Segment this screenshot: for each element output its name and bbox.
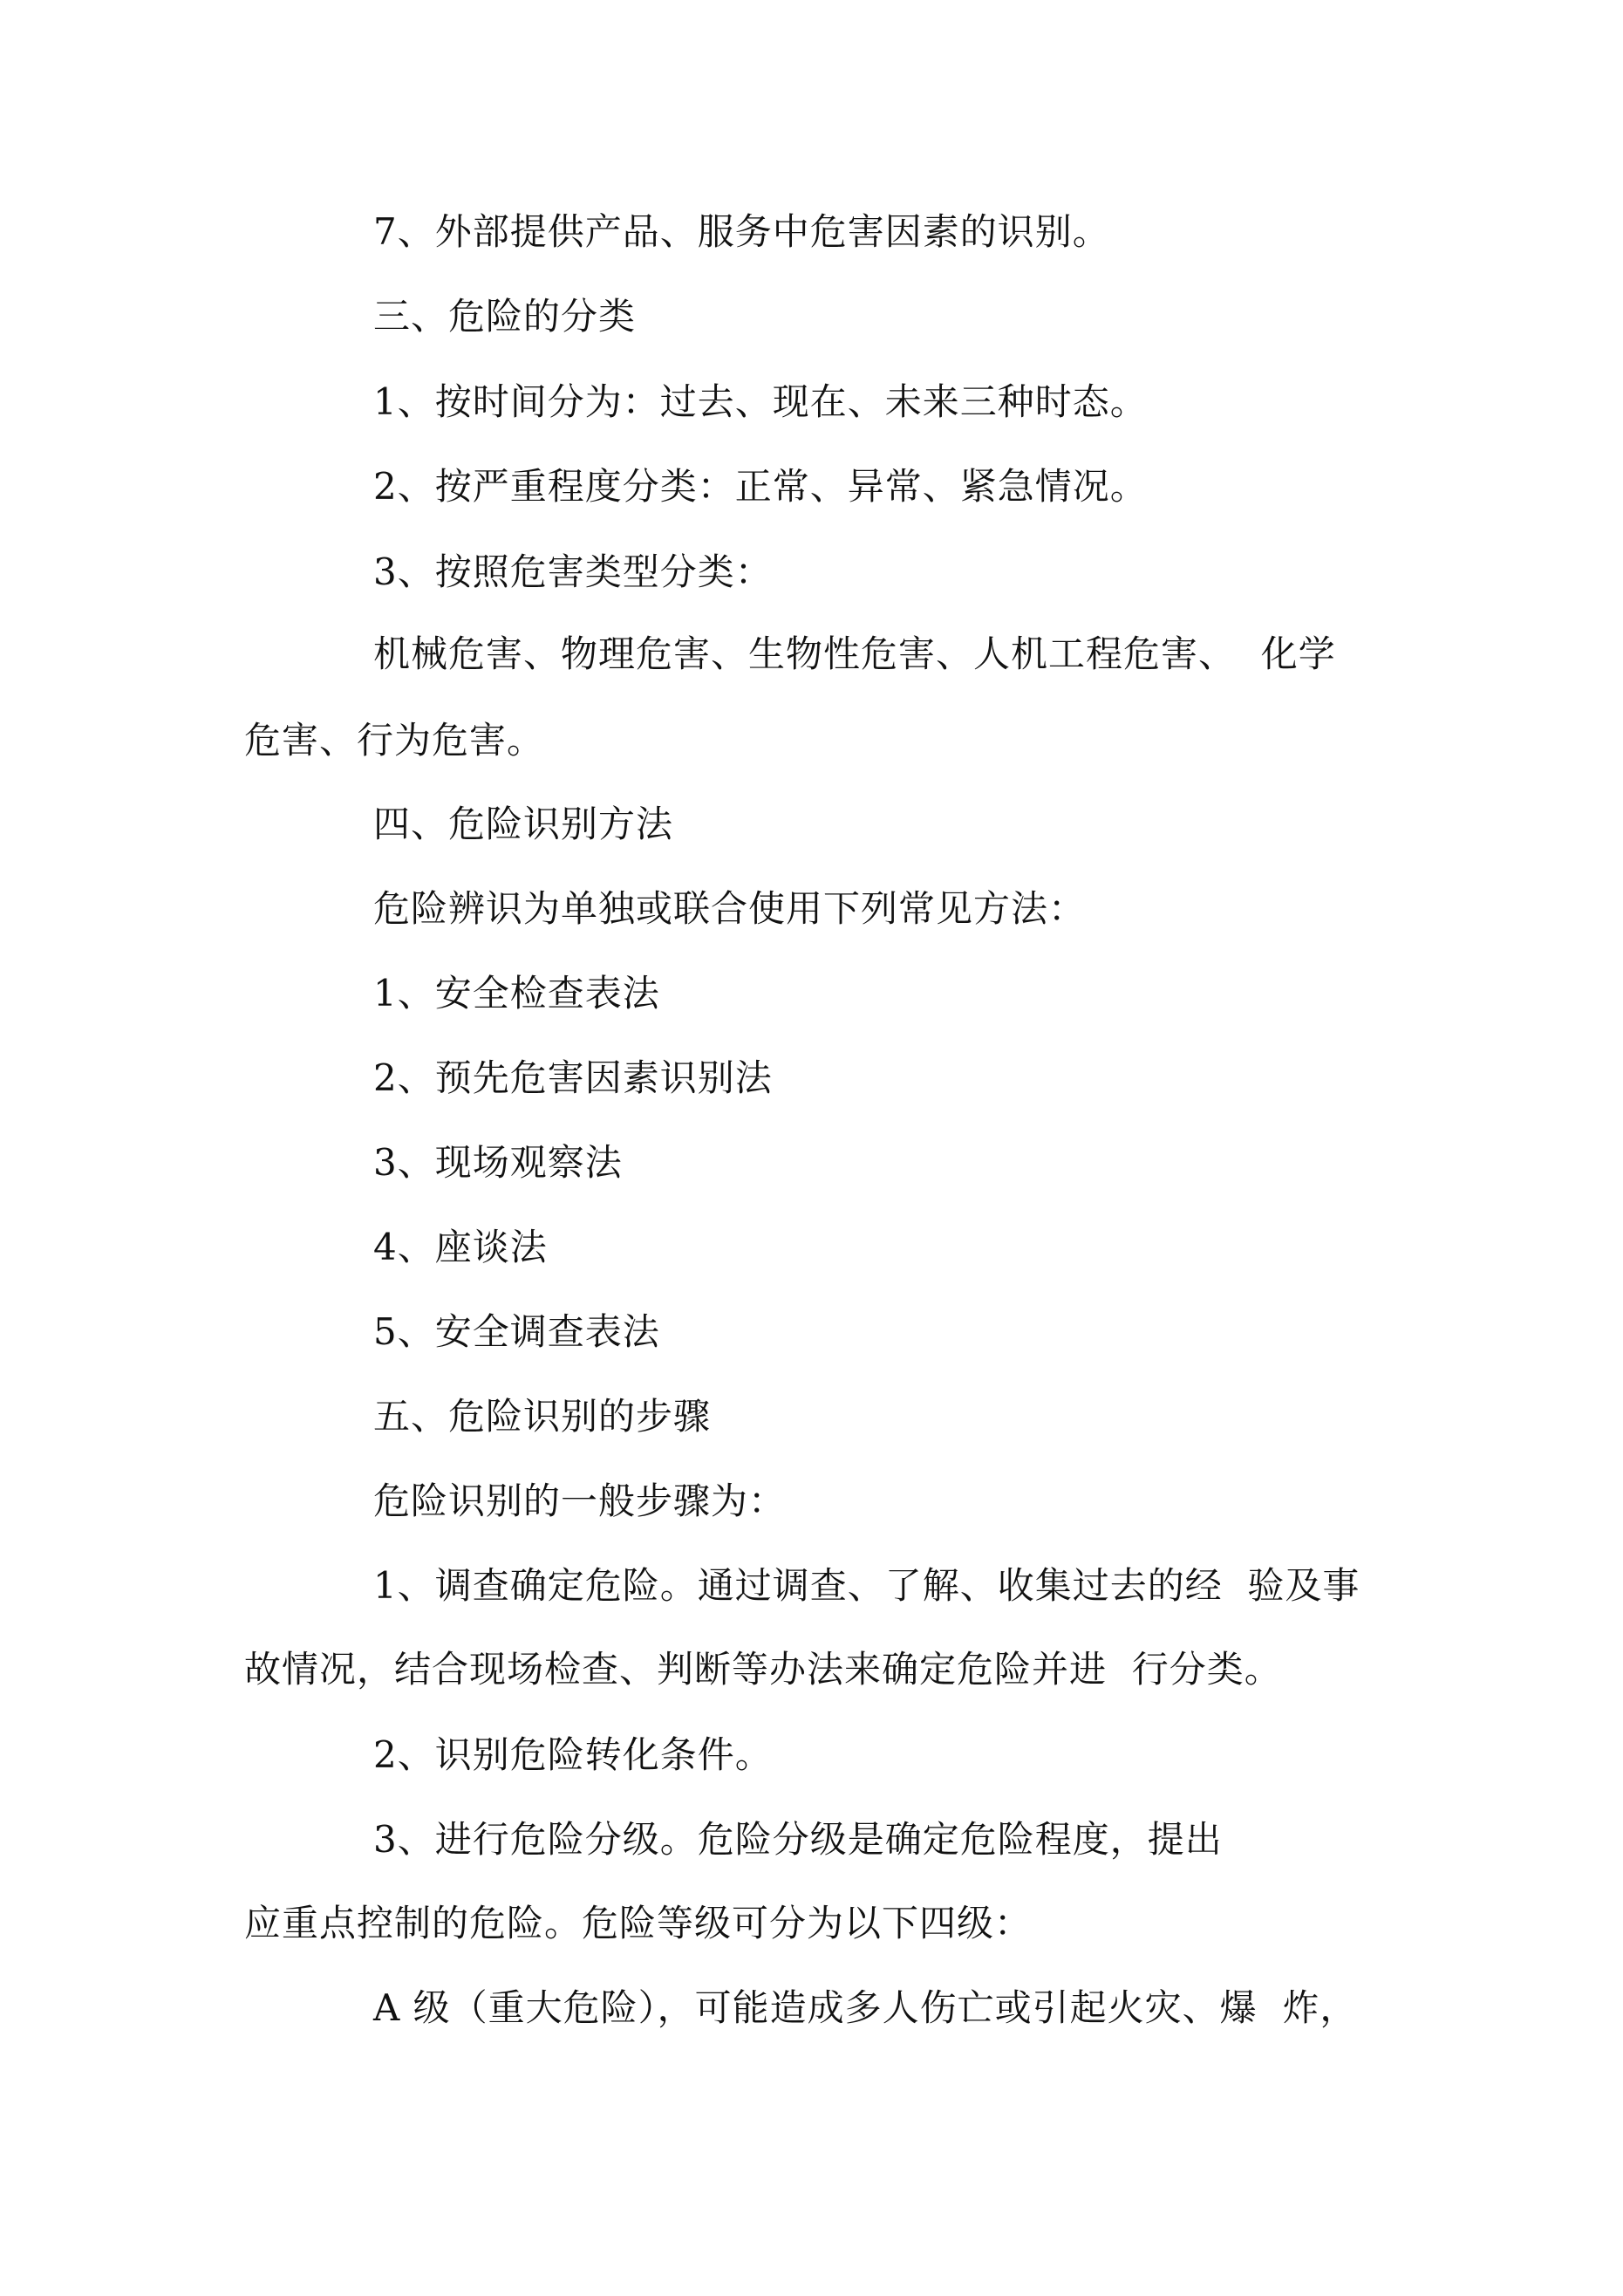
text-line: 危险识别的一般步骤为： bbox=[373, 1479, 787, 1522]
text-line: 7、外部提供产品、服务中危害因素的识别。 bbox=[373, 210, 1110, 253]
text-line: 5、安全调查表法 bbox=[373, 1310, 660, 1353]
text-line: 4、座谈法 bbox=[373, 1226, 548, 1268]
text-line: 2、预先危害因素识别法 bbox=[373, 1056, 773, 1099]
text-line: 3、现场观察法 bbox=[373, 1141, 623, 1184]
text-line: 3、按照危害类型分类： bbox=[373, 550, 773, 593]
text-line: 1、调查确定危险。通过调查、了解、收集过去的经 验及事 bbox=[373, 1564, 1360, 1607]
text-line: A 级（重大危险），可能造成多人伤亡或引起火灾、爆 炸， bbox=[373, 1986, 1358, 2029]
text-line: 危害、行为危害。 bbox=[244, 719, 545, 762]
section-heading: 五、危险识别的步骤 bbox=[373, 1395, 712, 1438]
text-line: 2、识别危险转化条件。 bbox=[373, 1733, 773, 1776]
text-line: 应重点控制的危险。危险等级可分为以下四级： bbox=[244, 1902, 1033, 1944]
text-line: 故情况，结合现场检查、判断等办法来确定危险并进 行分类。 bbox=[244, 1648, 1282, 1691]
text-line: 2、按严重程度分类：正常、异常、紧急情况。 bbox=[373, 465, 1148, 508]
text-line: 机械危害、物理危害、生物性危害、人机工程危害、 化学 bbox=[373, 632, 1336, 675]
section-heading: 三、危险的分类 bbox=[373, 295, 637, 338]
text-line: 1、安全检查表法 bbox=[373, 972, 660, 1015]
section-heading: 四、危险识别方法 bbox=[373, 803, 674, 845]
text-line: 3、进行危险分级。危险分级是确定危险程度，提出 bbox=[373, 1818, 1223, 1861]
text-line: 危险辨识为单独或联合使用下列常见方法： bbox=[373, 887, 1087, 930]
text-line: 1、按时间分为：过去、现在、未来三种时态。 bbox=[373, 380, 1148, 423]
